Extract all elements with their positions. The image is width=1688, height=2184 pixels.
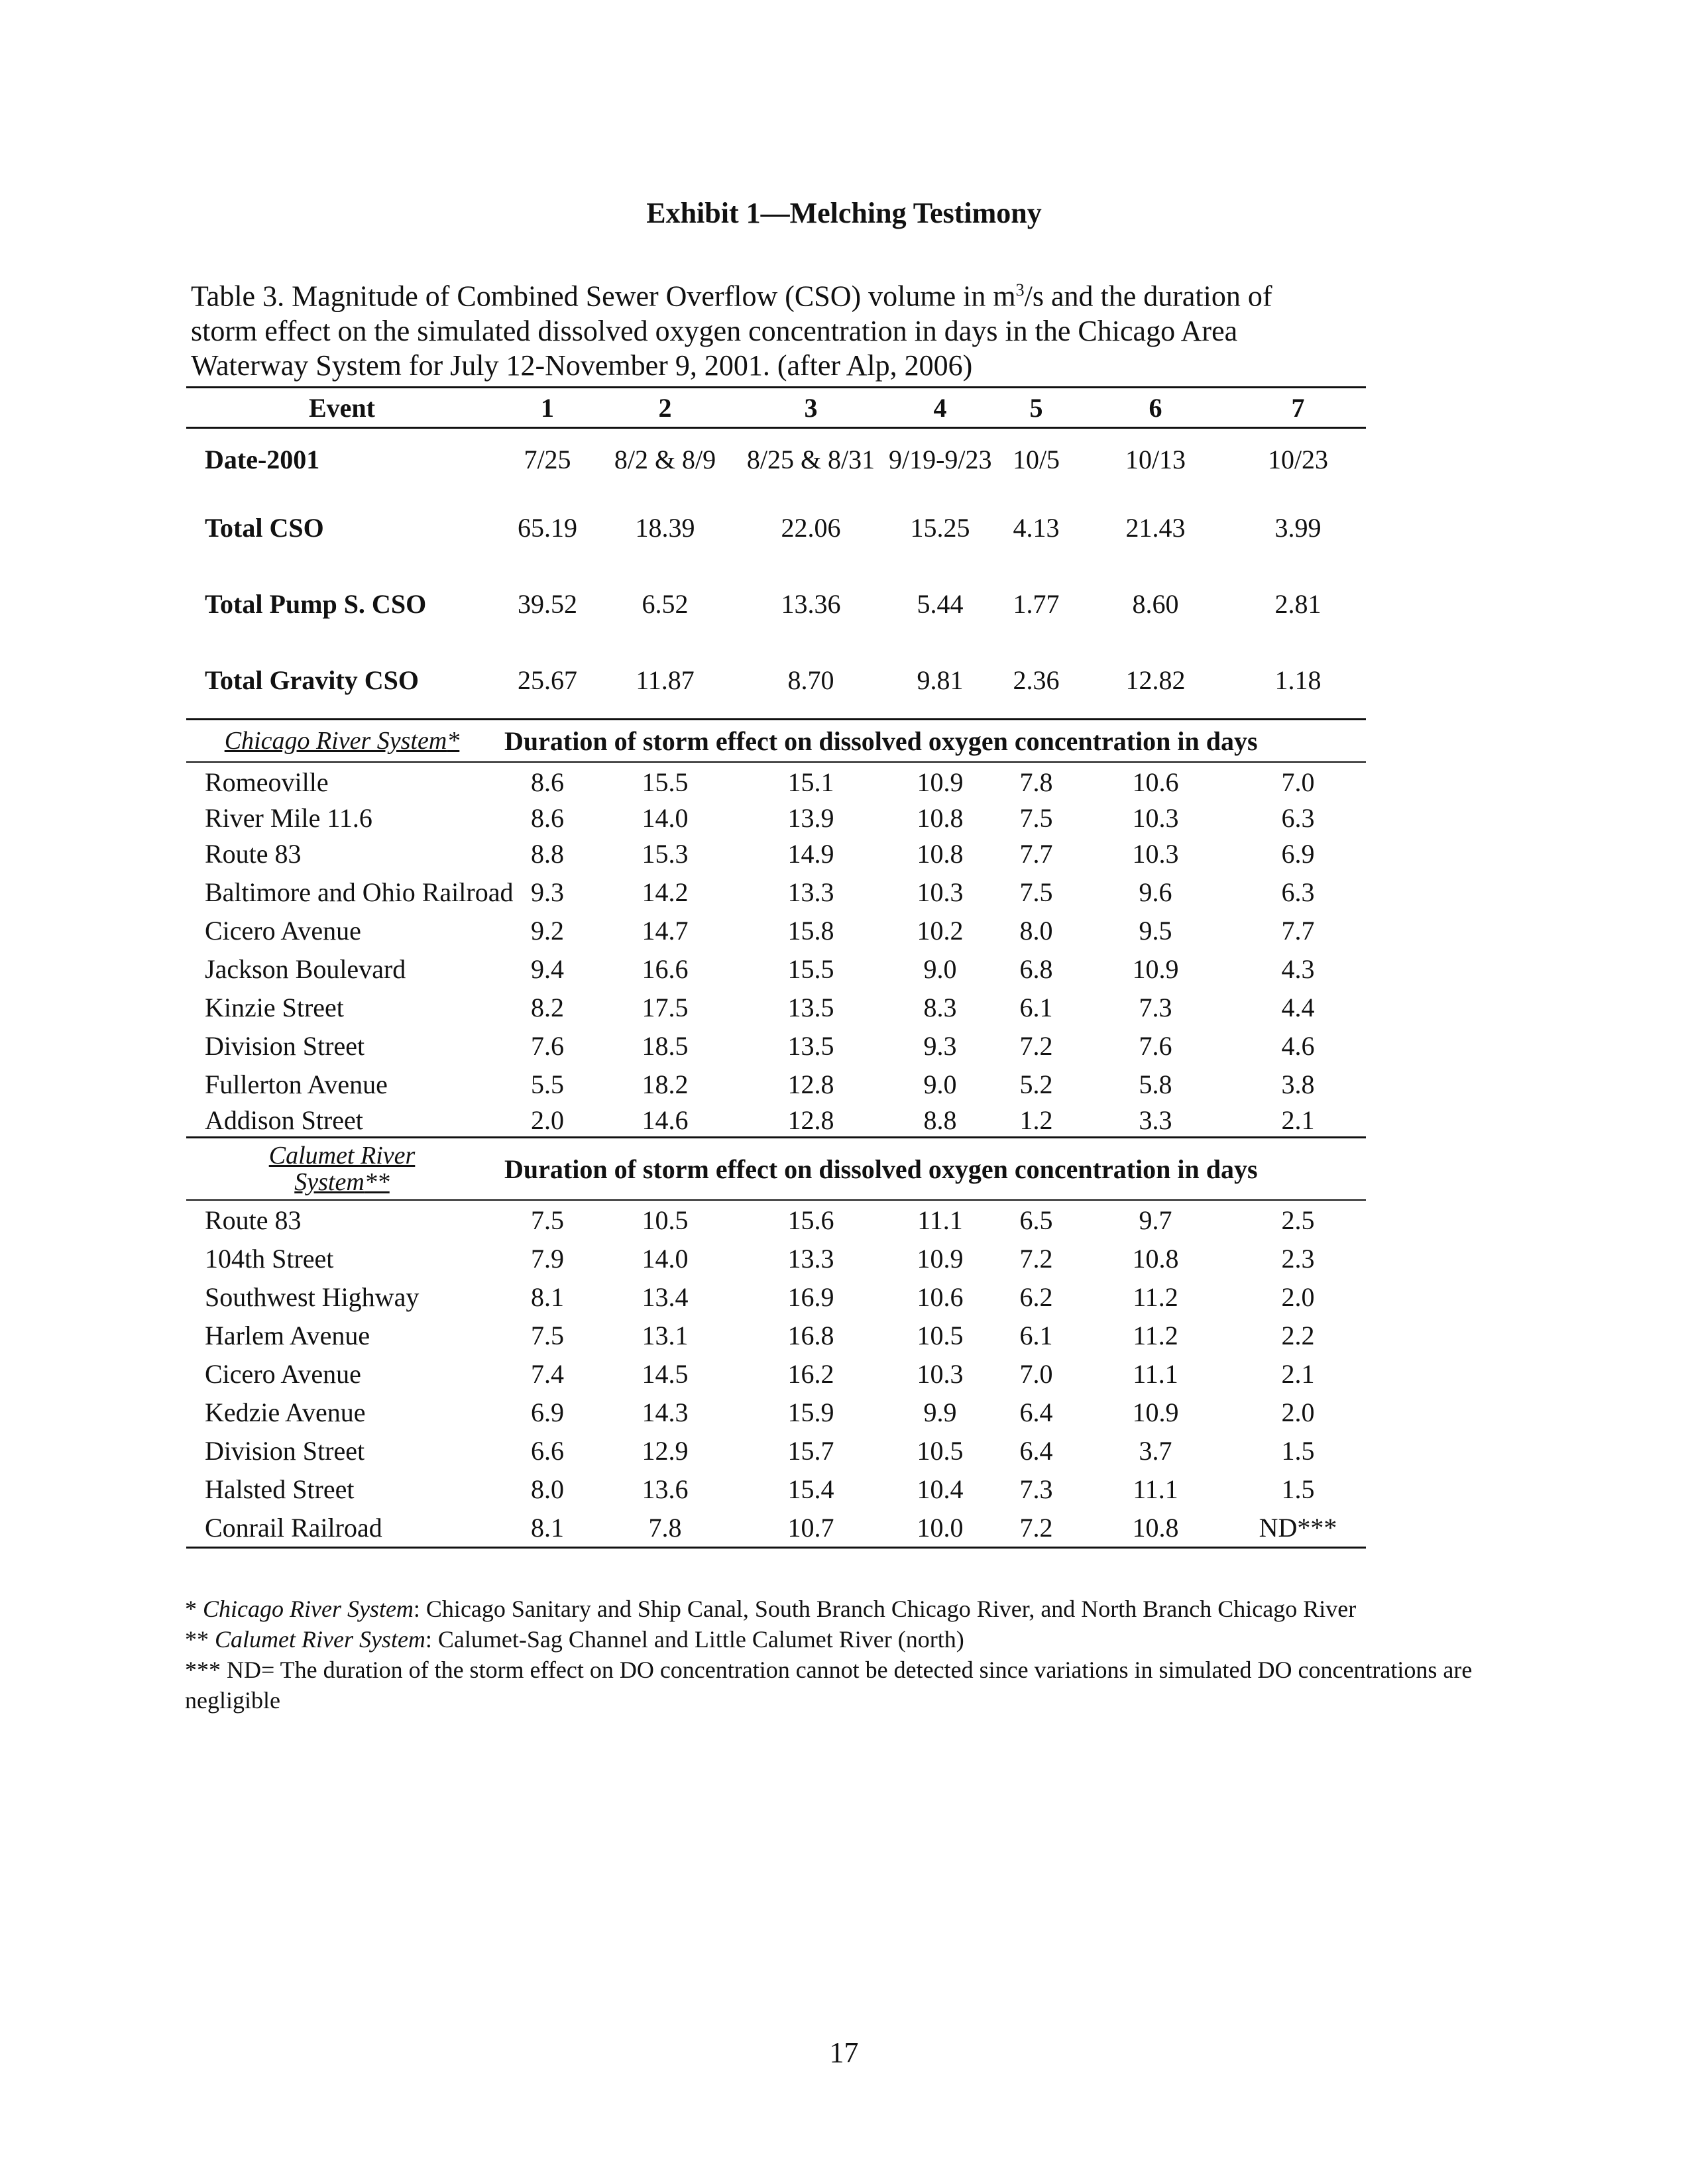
table-cell: 2.0 — [498, 1103, 597, 1138]
summary-label: Total Pump S. CSO — [205, 589, 427, 619]
table-cell: 15.5 — [787, 954, 834, 984]
summary-cell: 9/19-9/23 — [889, 444, 992, 474]
table-row — [186, 1508, 1366, 1548]
summary-cell: 65.19 — [518, 513, 577, 543]
table-cell: 13.6 — [642, 1474, 689, 1504]
header-event: 3 — [733, 388, 889, 428]
table-cell: 11.1 — [889, 1200, 991, 1239]
section-system-label — [186, 1138, 498, 1201]
summary-cell: 18.39 — [635, 513, 695, 543]
table-cell: 7.9 — [531, 1243, 564, 1274]
summary-row — [186, 566, 1366, 642]
table-cell: 18.5 — [642, 1030, 689, 1061]
table-cell: 10.9 — [889, 762, 991, 801]
table-cell: 7.2 — [1019, 1243, 1053, 1274]
table-cell: 2.1 — [1281, 1358, 1315, 1389]
table-cell: 10.3 — [917, 1358, 964, 1389]
table-cell: 9.0 — [923, 954, 957, 984]
row-label: Kinzie Street — [205, 992, 344, 1022]
table-cell: 9.7 — [1081, 1200, 1230, 1239]
summary-cell: 10/13 — [1125, 444, 1186, 474]
table-cell: 14.2 — [642, 877, 689, 907]
row-label: Baltimore and Ohio Railroad — [205, 877, 514, 907]
table-cell: 2.3 — [1281, 1243, 1315, 1274]
table-cell: 7.6 — [1139, 1030, 1172, 1061]
table-cell: 6.8 — [1019, 954, 1053, 984]
header-event: 2 — [597, 388, 733, 428]
table-cell: 13.5 — [787, 1030, 834, 1061]
summary-cell: 13.36 — [781, 589, 841, 619]
table-cell: 13.9 — [787, 802, 834, 833]
table-cell: 1.5 — [1281, 1435, 1315, 1466]
table-row — [186, 1393, 1366, 1431]
footnote-marker: * — [185, 1596, 197, 1622]
table-cell: 10.3 — [917, 877, 964, 907]
row-label: Division Street — [205, 1435, 365, 1466]
table-cell: 17.5 — [642, 992, 689, 1022]
table-cell: 16.8 — [787, 1320, 834, 1350]
table-cell: 5.2 — [1019, 1069, 1053, 1099]
table-cell: 10.9 — [1132, 1397, 1179, 1427]
table-cell: 9.5 — [1139, 915, 1172, 946]
table-row — [186, 1278, 1366, 1316]
table-cell: 10.5 — [917, 1435, 964, 1466]
section-header-row — [186, 720, 1366, 763]
row-label: Route 83 — [205, 838, 302, 869]
footnote-calumet — [185, 1624, 1484, 1655]
table-cell: 4.4 — [1281, 992, 1315, 1022]
table-cell: 10.6 — [917, 1282, 964, 1312]
table-cell: 15.9 — [787, 1397, 834, 1427]
table-cell: 12.9 — [642, 1435, 689, 1466]
summary-cell: 9.81 — [917, 665, 964, 695]
table-cell: 3.8 — [1281, 1069, 1315, 1099]
table-row — [186, 1026, 1366, 1065]
table-cell: 9.0 — [923, 1069, 957, 1099]
table-cell: 10.9 — [1132, 954, 1179, 984]
table-cell: 11.2 — [1133, 1282, 1178, 1312]
table-cell: 10.8 — [917, 802, 964, 833]
caption-line-1-text: Table 3. Magnitude of Combined Sewer Overflow (CSO) volume in m — [191, 280, 1016, 313]
table-cell: 7.7 — [1019, 838, 1053, 869]
table-cell: 2.5 — [1230, 1200, 1366, 1239]
table-cell: 11.1 — [1133, 1358, 1178, 1389]
table-cell: 10.5 — [917, 1320, 964, 1350]
table-row — [186, 834, 1366, 873]
table-cell: 9.2 — [531, 915, 564, 946]
table-cell: 15.7 — [787, 1435, 834, 1466]
summary-cell: 4.13 — [1013, 513, 1060, 543]
summary-cell: 39.52 — [518, 589, 577, 619]
table-cell: 8.8 — [531, 838, 564, 869]
summary-cell: 25.67 — [518, 665, 577, 695]
row-label: Jackson Boulevard — [205, 954, 406, 984]
table-cell: 15.8 — [787, 915, 834, 946]
table-cell: 10.6 — [1081, 762, 1230, 801]
table-cell: 10.9 — [917, 1243, 964, 1274]
table-cell: 7.5 — [1019, 877, 1053, 907]
summary-cell: 2.36 — [1013, 665, 1060, 695]
row-label: Kedzie Avenue — [205, 1397, 366, 1427]
table-cell: 10.2 — [917, 915, 964, 946]
summary-cell: 5.44 — [917, 589, 964, 619]
summary-row — [186, 490, 1366, 566]
table-cell: 14.9 — [787, 838, 834, 869]
table-row — [186, 988, 1366, 1026]
table-cell: 10.8 — [1132, 1243, 1179, 1274]
table-cell: 10.7 — [733, 1508, 889, 1548]
table-cell: 7.2 — [991, 1508, 1081, 1548]
table-cell: 3.3 — [1081, 1103, 1230, 1138]
summary-cell: 10/5 — [1012, 444, 1060, 474]
row-label: Harlem Avenue — [205, 1320, 370, 1350]
summary-cell: 10/23 — [1267, 444, 1329, 474]
section-system-label-text: Chicago River System — [224, 727, 447, 755]
summary-label: Date-2001 — [205, 444, 320, 474]
summary-cell: 22.06 — [781, 513, 841, 543]
table-cell: 6.6 — [531, 1435, 564, 1466]
section-heading: Duration of storm effect on dissolved oxygen concentration in days — [498, 720, 1366, 763]
row-label: Division Street — [205, 1030, 365, 1061]
footnote-marker: ** — [185, 1626, 209, 1653]
page-number: 17 — [829, 2036, 859, 2069]
table-cell: 6.9 — [1281, 838, 1315, 869]
table-cell: 16.9 — [787, 1282, 834, 1312]
table-cell: 10.8 — [917, 838, 964, 869]
table-cell: 7.4 — [531, 1358, 564, 1389]
summary-cell: 2.81 — [1274, 589, 1322, 619]
summary-cell: 15.25 — [910, 513, 970, 543]
table-cell: 6.1 — [1019, 1320, 1053, 1350]
caption-superscript: 3 — [1015, 280, 1025, 300]
table-cell: 7.0 — [1019, 1358, 1053, 1389]
row-label: Halsted Street — [205, 1474, 355, 1504]
table-cell: 4.6 — [1281, 1030, 1315, 1061]
table-row — [186, 1065, 1366, 1103]
table-cell: 2.0 — [1281, 1282, 1315, 1312]
summary-cell: 8.70 — [787, 665, 834, 695]
table-cell: 11.2 — [1133, 1320, 1178, 1350]
table-cell: ND*** — [1230, 1508, 1366, 1548]
table-cell: 7.2 — [1019, 1030, 1053, 1061]
summary-label: Total CSO — [205, 513, 324, 543]
summary-cell: 1.18 — [1274, 665, 1322, 695]
row-label: Addison Street — [186, 1103, 498, 1138]
table-cell: 4.3 — [1281, 954, 1315, 984]
summary-cell: 8/2 & 8/9 — [614, 444, 716, 474]
footnote-text: : Calumet-Sag Channel and Little Calumet River (north) — [425, 1626, 964, 1653]
row-label: River Mile 11.6 — [205, 802, 372, 833]
table-cell: 13.5 — [787, 992, 834, 1022]
table-cell: 2.1 — [1230, 1103, 1366, 1138]
table-cell: 7.5 — [498, 1200, 597, 1239]
summary-cell: 21.43 — [1125, 513, 1186, 543]
table-row — [186, 1239, 1366, 1278]
table-cell: 8.2 — [531, 992, 564, 1022]
table-cell: 9.3 — [531, 877, 564, 907]
table-cell: 6.4 — [1019, 1397, 1053, 1427]
section-system-label — [186, 720, 498, 763]
footnote-term: Calumet River System — [215, 1626, 425, 1653]
table-cell: 7.8 — [597, 1508, 733, 1548]
section-header-row — [186, 1138, 1366, 1201]
summary-cell: 6.52 — [642, 589, 689, 619]
header-row — [186, 388, 1366, 428]
table-caption — [191, 273, 1450, 383]
table-cell: 8.8 — [889, 1103, 991, 1138]
table-cell: 8.1 — [498, 1508, 597, 1548]
summary-cell: 7/25 — [524, 444, 571, 474]
header-event: 1 — [498, 388, 597, 428]
table-cell: 10.8 — [1081, 1508, 1230, 1548]
table-cell: 9.6 — [1139, 877, 1172, 907]
table-cell: 15.5 — [597, 762, 733, 801]
table-row — [186, 950, 1366, 988]
table-cell: 15.4 — [787, 1474, 834, 1504]
header-event: 5 — [991, 388, 1081, 428]
cso-table-body — [186, 388, 1366, 1548]
header-event: 7 — [1230, 388, 1366, 428]
table-cell: 2.0 — [1281, 1397, 1315, 1427]
footnote-text: : Chicago Sanitary and Ship Canal, South Branch Chicago River, and North Branch Chicago River — [413, 1596, 1357, 1622]
table-row — [186, 1103, 1366, 1138]
header-label: Event — [186, 388, 498, 428]
table-cell: 8.6 — [531, 802, 564, 833]
table-cell: 8.6 — [498, 762, 597, 801]
summary-row — [186, 428, 1366, 490]
row-label: Southwest Highway — [205, 1282, 420, 1312]
table-cell: 1.2 — [991, 1103, 1081, 1138]
table-cell: 15.1 — [733, 762, 889, 801]
table-cell: 9.3 — [923, 1030, 957, 1061]
table-cell: 12.8 — [787, 1069, 834, 1099]
exhibit-title: Exhibit 1—Melching Testimony — [646, 197, 1042, 229]
table-cell: 13.4 — [642, 1282, 689, 1312]
table-cell: 7.5 — [1019, 802, 1053, 833]
footnote-nd — [185, 1655, 1484, 1716]
summary-cell: 11.87 — [636, 665, 695, 695]
summary-row — [186, 642, 1366, 720]
table-row — [186, 762, 1366, 801]
table-cell: 7.3 — [1139, 992, 1172, 1022]
table-cell: 14.6 — [597, 1103, 733, 1138]
table-row — [186, 1470, 1366, 1508]
summary-cell: 3.99 — [1274, 513, 1322, 543]
footnote-term: Chicago River System — [203, 1596, 414, 1622]
table-cell: 16.6 — [642, 954, 689, 984]
header-event: 6 — [1081, 388, 1230, 428]
table-row — [186, 1354, 1366, 1393]
table-cell: 8.0 — [1019, 915, 1053, 946]
table-cell: 6.1 — [1019, 992, 1053, 1022]
table-cell: 2.2 — [1281, 1320, 1315, 1350]
row-label: Romeoville — [186, 762, 498, 801]
table-cell: 3.7 — [1139, 1435, 1172, 1466]
table-cell: 6.4 — [1019, 1435, 1053, 1466]
footnote-marker: *** — [185, 1657, 221, 1683]
table-cell: 7.5 — [531, 1320, 564, 1350]
table-row — [186, 1316, 1366, 1354]
table-cell: 6.9 — [531, 1397, 564, 1427]
table-cell: 8.1 — [531, 1282, 564, 1312]
table-row — [186, 1200, 1366, 1239]
row-label: Route 83 — [186, 1200, 498, 1239]
section-marker: * — [447, 727, 460, 755]
table-cell: 9.4 — [531, 954, 564, 984]
table-cell: 7.7 — [1281, 915, 1315, 946]
table-cell: 11.1 — [1133, 1474, 1178, 1504]
table-cell: 13.1 — [642, 1320, 689, 1350]
table-cell: 14.3 — [642, 1397, 689, 1427]
row-label: Fullerton Avenue — [205, 1069, 388, 1099]
header-event: 4 — [889, 388, 991, 428]
cso-table — [186, 386, 1366, 1549]
table-row — [186, 1431, 1366, 1470]
row-label: Cicero Avenue — [205, 1358, 361, 1389]
table-cell: 8.0 — [531, 1474, 564, 1504]
footnotes — [185, 1594, 1484, 1716]
table-cell: 7.3 — [1019, 1474, 1053, 1504]
table-cell: 6.3 — [1281, 802, 1315, 833]
section-system-label-line2: System — [294, 1168, 365, 1196]
table-cell: 9.9 — [923, 1397, 957, 1427]
table-cell: 7.0 — [1230, 762, 1366, 801]
table-cell: 6.5 — [991, 1200, 1081, 1239]
table-cell: 14.5 — [642, 1358, 689, 1389]
row-label: Conrail Railroad — [186, 1508, 498, 1548]
table-cell: 15.6 — [733, 1200, 889, 1239]
summary-label: Total Gravity CSO — [205, 665, 419, 695]
table-row — [186, 873, 1366, 911]
table-cell: 16.2 — [787, 1358, 834, 1389]
table-cell: 7.8 — [991, 762, 1081, 801]
caption-line-1 — [191, 273, 1450, 314]
table-cell: 12.8 — [733, 1103, 889, 1138]
table-cell: 18.2 — [642, 1069, 689, 1099]
summary-cell: 12.82 — [1125, 665, 1186, 695]
table-cell: 6.2 — [1019, 1282, 1053, 1312]
table-cell: 10.3 — [1132, 802, 1179, 833]
caption-line-1-end: /s and the duration of — [1024, 280, 1272, 313]
table-cell: 8.3 — [923, 992, 957, 1022]
section-system-label-line1: Calumet River — [268, 1142, 416, 1170]
table-cell: 6.3 — [1281, 877, 1315, 907]
row-label: Cicero Avenue — [205, 915, 361, 946]
table-cell: 10.3 — [1132, 838, 1179, 869]
table-cell: 10.5 — [597, 1200, 733, 1239]
table-cell: 13.3 — [787, 877, 834, 907]
table-row — [186, 911, 1366, 950]
table-row — [186, 801, 1366, 834]
table-cell: 14.7 — [642, 915, 689, 946]
footnote-text: ND= The duration of the storm effect on DO concentration cannot be detected since variations in simulated DO concentrations are negligible — [185, 1657, 1473, 1714]
table-cell: 14.0 — [642, 1243, 689, 1274]
footnote-chicago — [185, 1594, 1484, 1624]
summary-cell: 8.60 — [1132, 589, 1179, 619]
section-heading: Duration of storm effect on dissolved oxygen concentration in days — [498, 1138, 1366, 1201]
row-label: 104th Street — [205, 1243, 334, 1274]
table-cell: 10.4 — [917, 1474, 964, 1504]
table-cell: 1.5 — [1281, 1474, 1315, 1504]
summary-cell: 1.77 — [1013, 589, 1060, 619]
table-cell: 13.3 — [787, 1243, 834, 1274]
table-cell: 10.0 — [889, 1508, 991, 1548]
table-cell: 5.5 — [531, 1069, 564, 1099]
table-cell: 15.3 — [642, 838, 689, 869]
caption-line-2: storm effect on the simulated dissolved oxygen concentration in days in the Chicago Area — [191, 314, 1238, 347]
section-marker: ** — [364, 1168, 390, 1196]
summary-cell: 8/25 & 8/31 — [746, 444, 875, 474]
table-cell: 14.0 — [642, 802, 689, 833]
table-cell: 5.8 — [1139, 1069, 1172, 1099]
caption-line-3: Waterway System for July 12-November 9, 2001. (after Alp, 2006) — [191, 349, 973, 382]
table-cell: 7.6 — [531, 1030, 564, 1061]
